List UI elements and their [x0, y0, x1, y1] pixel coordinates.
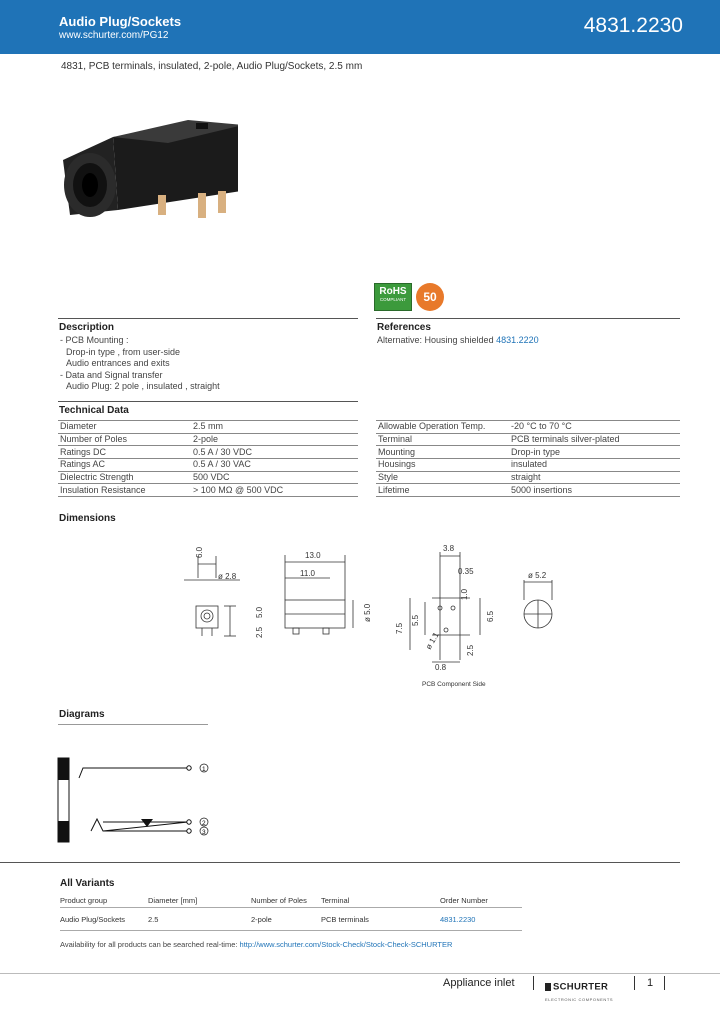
brand-name: SCHURTER	[553, 981, 609, 993]
spec-value: 5000 insertions	[509, 484, 680, 497]
spec-value: insulated	[509, 459, 680, 472]
product-photo	[58, 115, 238, 225]
description-line: Audio Plug: 2 pole , insulated , straight	[66, 381, 220, 391]
dim-label: 13.0	[305, 551, 321, 560]
description-line: Audio entrances and exits	[66, 358, 170, 368]
column-header: Order Number	[440, 895, 488, 905]
references-rule	[376, 318, 680, 319]
dim-label: ø 2.8	[218, 572, 237, 581]
description-list	[60, 335, 220, 393]
spec-value: Drop-in type	[509, 446, 680, 459]
product-subtitle: 4831, PCB terminals, insulated, 2-pole, Audio Plug/Sockets, 2.5 mm	[61, 61, 363, 72]
table-row	[376, 471, 680, 484]
spec-name: Allowable Operation Temp.	[376, 421, 509, 434]
variants-title: All Variants	[60, 878, 115, 889]
page-header	[0, 0, 720, 54]
header-part-number: 4831.2230	[583, 14, 683, 37]
dim-label: 7.5	[395, 622, 404, 634]
dim-label: 2.5	[466, 644, 475, 656]
column-header: Product group	[60, 895, 108, 905]
circuit-diagram	[55, 755, 225, 845]
footer-divider	[634, 976, 635, 990]
table-row	[58, 421, 358, 434]
rohs-sub-label: COMPLIANT	[379, 297, 407, 302]
dim-label: 11.0	[300, 569, 315, 578]
spec-name: Style	[376, 471, 509, 484]
dim-label: 0.8	[435, 663, 447, 672]
technical-data-right-table	[376, 420, 680, 497]
spec-value: 0.5 A / 30 VDC	[191, 446, 358, 459]
footer-divider	[664, 976, 665, 990]
availability-link[interactable]: http://www.schurter.com/Stock-Check/Stock-Check-SCHURTER	[239, 940, 453, 949]
references-label: Alternative: Housing shielded	[377, 335, 494, 345]
spec-value: 2.5 mm	[191, 421, 358, 434]
spec-value: > 100 MΩ @ 500 VDC	[191, 484, 358, 497]
table-cell: 2.5	[148, 914, 159, 924]
spec-name: Ratings DC	[58, 446, 191, 459]
dim-label: ø 1.1	[423, 630, 441, 651]
spec-value: -20 °C to 70 °C	[509, 421, 680, 434]
pin-label-1: 1	[202, 766, 206, 773]
spec-name: Mounting	[376, 446, 509, 459]
dimension-drawing-opening	[524, 580, 552, 628]
pin-label-3: 3	[202, 829, 206, 836]
dim-label: 3.8	[443, 544, 455, 553]
pin-label-2: 2	[202, 820, 206, 827]
spec-name: Terminal	[376, 433, 509, 446]
table-row	[376, 484, 680, 497]
dim-label: 6.5	[486, 610, 495, 622]
spec-name: Insulation Resistance	[58, 484, 191, 497]
table-row	[58, 433, 358, 446]
dimension-drawing-side	[285, 555, 353, 634]
dim-label: 5.0	[255, 606, 264, 618]
rohs-badge	[374, 283, 412, 311]
variants-rule	[0, 862, 680, 863]
references-title: References	[377, 322, 431, 333]
table-header-row	[60, 893, 522, 908]
order-number-link[interactable]: 4831.2230	[440, 914, 476, 924]
description-rule	[58, 318, 358, 319]
spec-name: Diameter	[58, 421, 191, 434]
brand-logo-icon	[545, 983, 551, 991]
diagrams-rule	[58, 724, 208, 725]
column-header: Number of Poles	[251, 895, 307, 905]
column-header: Terminal	[321, 895, 350, 905]
cert-label: 50	[423, 290, 437, 304]
description-line: - PCB Mounting :	[60, 335, 129, 345]
dim-label: 1.0	[460, 588, 469, 600]
dimension-drawing-front	[184, 556, 240, 636]
dimensions-title: Dimensions	[59, 513, 116, 524]
spec-value: straight	[509, 471, 680, 484]
spec-value: 0.5 A / 30 VAC	[191, 459, 358, 472]
table-cell: PCB terminals	[321, 914, 369, 924]
table-row	[376, 446, 680, 459]
technical-data-title: Technical Data	[59, 405, 129, 416]
diagrams-title: Diagrams	[59, 709, 105, 720]
availability-line	[60, 940, 452, 949]
cert-badge	[416, 283, 444, 311]
brand-sub: ELECTRONIC COMPONENTS	[545, 997, 614, 1002]
table-row	[58, 446, 358, 459]
dim-label: ø 5.0	[363, 603, 372, 622]
technical-data-left-table	[58, 420, 358, 497]
table-row	[376, 459, 680, 472]
spec-name: Number of Poles	[58, 433, 191, 446]
rohs-label: RoHS	[379, 286, 407, 297]
spec-name: Ratings AC	[58, 459, 191, 472]
footer-rule	[0, 973, 720, 974]
header-title: Audio Plug/Sockets	[59, 14, 182, 29]
description-title: Description	[59, 322, 115, 333]
footer-brand	[545, 978, 613, 1002]
dim-label: 5.5	[411, 614, 420, 626]
dim-label: ø 5.2	[528, 571, 547, 580]
spec-name: Dielectric Strength	[58, 471, 191, 484]
table-cell: Audio Plug/Sockets	[60, 914, 126, 924]
availability-text: Availability for all products can be searched real-time:	[60, 940, 238, 949]
technical-data-rule	[58, 401, 358, 402]
footer-category: Appliance inlet	[443, 977, 515, 989]
dimension-drawings	[170, 540, 570, 690]
table-row	[376, 433, 680, 446]
table-row	[60, 908, 522, 931]
spec-value: 500 VDC	[191, 471, 358, 484]
table-row	[58, 459, 358, 472]
dim-label: 6.0	[195, 546, 204, 558]
table-cell: 2-pole	[251, 914, 272, 924]
spec-value: PCB terminals silver-plated	[509, 433, 680, 446]
spec-name: Housings	[376, 459, 509, 472]
table-row	[58, 471, 358, 484]
dim-label: 2.5	[255, 626, 264, 638]
spec-name: Lifetime	[376, 484, 509, 497]
footer-divider	[533, 976, 534, 990]
column-header: Diameter [mm]	[148, 895, 198, 905]
table-row	[58, 484, 358, 497]
references-link[interactable]: 4831.2220	[496, 335, 539, 345]
description-line: - Data and Signal transfer	[60, 369, 163, 380]
references-line	[377, 335, 539, 345]
dim-label: 0.35	[458, 567, 474, 576]
spec-value: 2-pole	[191, 433, 358, 446]
header-url[interactable]: www.schurter.com/PG12	[59, 30, 169, 41]
dim-caption: PCB Component Side	[422, 681, 486, 688]
variants-table	[60, 893, 522, 931]
table-row	[376, 421, 680, 434]
page-number: 1	[647, 977, 654, 989]
description-line: Drop-in type , from user-side	[66, 346, 181, 357]
